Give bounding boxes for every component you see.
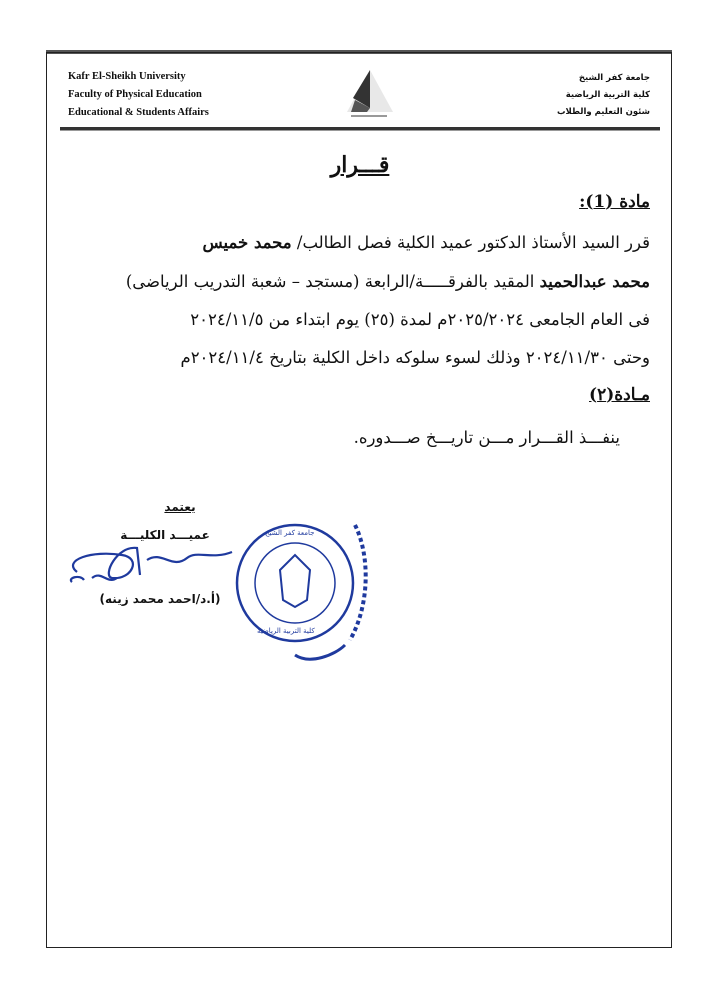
student-name-part1: محمد خميس (202, 233, 292, 252)
article1-line1-text: قرر السيد الأستاذ الدكتور عميد الكلية فصل الطالب/ (296, 233, 650, 252)
header-rule (60, 127, 660, 131)
official-stamp (235, 515, 405, 679)
stamp-text-bottom: كلية التربية الرياضية (257, 627, 315, 635)
article1-line2-text: المقيد بالفرقـــــة/الرابعة (مستجد – شعبة التدريب الرياضى) (125, 272, 535, 291)
article1-heading: مادة (1): (579, 192, 650, 212)
student-name-part2: محمد عبدالحميد (539, 272, 650, 291)
article2-heading: مـادة(٢) (589, 385, 650, 405)
header-english (68, 68, 209, 122)
university-logo (345, 68, 395, 124)
faculty-name-ar: كلية التربية الرياضية (565, 90, 650, 100)
article1-line2 (126, 272, 650, 291)
article2-text: ينفـــذ القـــرار مـــن تاريـــخ صـــدوره. (353, 428, 620, 447)
dean-role: عميـــد الكليـــة (120, 528, 210, 542)
handwritten-signature (62, 540, 242, 594)
department-name-en: Educational & Students Affairs (68, 107, 209, 118)
article1-line4: وحتى ٢٠٢٤/١١/٣٠ وذلك لسوء سلوكه داخل الكلية بتاريخ ٢٠٢٤/١١/٤م (180, 348, 650, 367)
dean-name: (أ.د/احمد محمد زينه) (99, 592, 221, 606)
university-name-ar: جامعة كفر الشيخ (578, 73, 650, 83)
approved-label: يعتمد (164, 500, 196, 514)
decision-title: قـــرار (330, 152, 390, 178)
faculty-name-en: Faculty of Physical Education (68, 89, 202, 100)
header-arabic (557, 70, 650, 121)
article1-line3: فى العام الجامعى ٢٠٢٥/٢٠٢٤م لمدة (٢٥) يوم ابتداء من ٢٠٢٤/١١/٥ (190, 310, 650, 329)
stamp-text-top: جامعة كفر الشيخ (265, 529, 315, 537)
article1-line1 (202, 233, 650, 252)
university-name-en: Kafr El-Sheikh University (68, 71, 186, 82)
department-name-ar: شئون التعليم والطلاب (557, 107, 650, 117)
